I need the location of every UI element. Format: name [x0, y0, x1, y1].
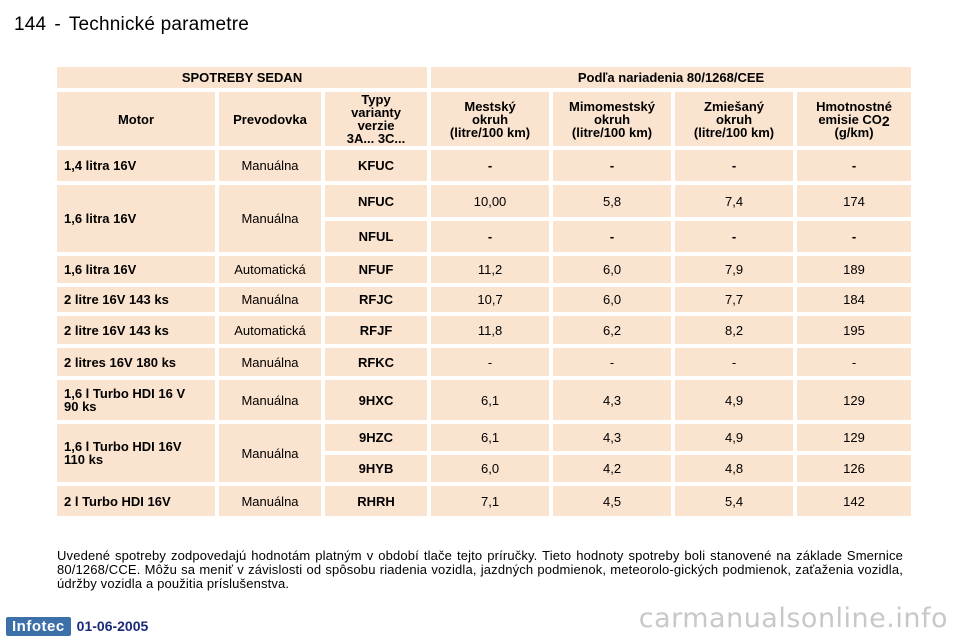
- table-row: [57, 424, 911, 451]
- page-number: 144: [14, 14, 47, 35]
- header-variant-line: varianty: [351, 105, 401, 120]
- cell-motor: 2 litre 16V 143 ks: [57, 287, 215, 312]
- cell-variant: 9HZC: [325, 424, 427, 451]
- group-header-right: Podľa nariadenia 80/1268/CEE: [431, 67, 911, 88]
- watermark: carmanualsonline.info: [638, 603, 948, 634]
- cell-mixed: 7,9: [675, 256, 793, 283]
- cell-extra-urban: 6,0: [553, 256, 671, 283]
- consumption-table: [53, 63, 915, 520]
- header-urban-line: okruh: [471, 111, 509, 127]
- cell-urban: 10,00: [431, 185, 549, 217]
- cell-urban: 11,2: [431, 256, 549, 283]
- cell-urban: 11,8: [431, 316, 549, 344]
- footer: [6, 616, 148, 636]
- cell-urban: -: [431, 348, 549, 376]
- cell-urban: 6,0: [431, 455, 549, 482]
- table-row: [57, 380, 911, 420]
- header-co2-line: Hmotnostné: [816, 98, 892, 114]
- header-variant: [325, 92, 427, 146]
- cell-variant: 9HYB: [325, 455, 427, 482]
- cell-extra-urban: 5,8: [553, 185, 671, 217]
- cell-urban: -: [431, 150, 549, 181]
- cell-mixed: -: [675, 348, 793, 376]
- cell-variant: RFJC: [325, 287, 427, 312]
- cell-gearbox: Manuálna: [219, 486, 321, 516]
- cell-mixed: 4,9: [675, 424, 793, 451]
- header-co2-line: (g/km): [834, 124, 874, 140]
- cell-variant: RFJF: [325, 316, 427, 344]
- consumption-note: Uvedené spotreby zodpovedajú hodnotám platným v období tlače tejto príručky. Tieto hodnoty spotreby boli stanovené na základe Smernice 80/1268/CCE. Môžu sa meniť v závislosti od spôsobu riadenia vozidla, jazdných podmienok, meteorolo-gických podmienok, zaťaženia vozidla, údržby vozidla a použitia príslušenstva.: [57, 548, 903, 591]
- cell-urban: 6,1: [431, 380, 549, 420]
- cell-mixed: 5,4: [675, 486, 793, 516]
- cell-gearbox: Manuálna: [219, 287, 321, 312]
- cell-urban: 7,1: [431, 486, 549, 516]
- page-title-text: Technické parametre: [68, 14, 250, 35]
- cell-co2: 142: [797, 486, 911, 516]
- cell-gearbox: Manuálna: [219, 348, 321, 376]
- group-header-left: SPOTREBY SEDAN: [57, 67, 427, 88]
- cell-motor: 1,6 litra 16V: [57, 256, 215, 283]
- cell-co2: 129: [797, 380, 911, 420]
- cell-motor: 2 litre 16V 143 ks: [57, 316, 215, 344]
- cell-extra-urban: 4,5: [553, 486, 671, 516]
- cell-gearbox: Manuálna: [219, 380, 321, 420]
- cell-mixed: 7,4: [675, 185, 793, 217]
- header-motor: Motor: [57, 92, 215, 146]
- header-mixed-line: okruh: [715, 111, 753, 127]
- cell-motor-line: 90 ks: [64, 399, 97, 414]
- cell-motor: 1,6 litra 16V: [57, 185, 215, 252]
- header-mixed-line: Zmiešaný: [704, 98, 765, 114]
- header-variant-line: 3A... 3C...: [346, 131, 406, 146]
- cell-gearbox: Manuálna: [219, 185, 321, 252]
- page-title: [14, 14, 249, 36]
- cell-gearbox: Automatická: [219, 316, 321, 344]
- cell-co2: 195: [797, 316, 911, 344]
- cell-extra-urban: 4,3: [553, 424, 671, 451]
- header-co2-line: emisie CO: [818, 111, 882, 127]
- cell-extra-urban: 4,3: [553, 380, 671, 420]
- cell-co2: 126: [797, 455, 911, 482]
- header-urban-line: (litre/100 km): [449, 124, 531, 140]
- header-variant-line: verzie: [357, 118, 395, 133]
- cell-variant: RHRH: [325, 486, 427, 516]
- header-urban-line: Mestský: [464, 98, 516, 114]
- cell-extra-urban: 6,2: [553, 316, 671, 344]
- cell-mixed: -: [675, 150, 793, 181]
- table-row: [57, 150, 911, 181]
- cell-gearbox: Automatická: [219, 256, 321, 283]
- header-extra-urban: [553, 92, 671, 146]
- header-gearbox: Prevodovka: [219, 92, 321, 146]
- cell-motor-line: 110 ks: [64, 452, 104, 467]
- table-row: [57, 287, 911, 312]
- header-extra-line: Mimomestský: [569, 98, 656, 114]
- cell-mixed: 7,7: [675, 287, 793, 312]
- header-mixed-line: (litre/100 km): [693, 124, 775, 140]
- cell-extra-urban: 6,0: [553, 287, 671, 312]
- header-extra-line: (litre/100 km): [571, 124, 653, 140]
- cell-co2: 174: [797, 185, 911, 217]
- cell-urban: -: [431, 221, 549, 252]
- header-urban: [431, 92, 549, 146]
- infotec-logo: Infotec: [6, 617, 71, 636]
- cell-extra-urban: -: [553, 348, 671, 376]
- header-mixed: [675, 92, 793, 146]
- cell-co2: 184: [797, 287, 911, 312]
- cell-motor: [57, 380, 215, 420]
- cell-variant: NFUC: [325, 185, 427, 217]
- cell-mixed: 4,9: [675, 380, 793, 420]
- cell-gearbox: Manuálna: [219, 150, 321, 181]
- table-row: [57, 185, 911, 217]
- cell-mixed: 4,8: [675, 455, 793, 482]
- cell-motor: 2 litres 16V 180 ks: [57, 348, 215, 376]
- cell-motor: 2 l Turbo HDI 16V: [57, 486, 215, 516]
- cell-co2: -: [797, 150, 911, 181]
- co2-subscript: 2: [881, 112, 890, 129]
- cell-mixed: -: [675, 221, 793, 252]
- cell-gearbox: Manuálna: [219, 424, 321, 482]
- cell-motor-line: 1,6 l Turbo HDI 16V: [64, 439, 182, 454]
- cell-extra-urban: -: [553, 150, 671, 181]
- table-row: [57, 256, 911, 283]
- cell-variant: KFUC: [325, 150, 427, 181]
- cell-urban: 6,1: [431, 424, 549, 451]
- table-row: [57, 348, 911, 376]
- cell-extra-urban: -: [553, 221, 671, 252]
- table-row: [57, 486, 911, 516]
- cell-variant: NFUL: [325, 221, 427, 252]
- title-separator: -: [54, 14, 61, 35]
- header-co2: [797, 92, 911, 146]
- cell-variant: RFKC: [325, 348, 427, 376]
- cell-motor-line: 1,6 l Turbo HDI 16 V: [64, 386, 186, 401]
- header-extra-line: okruh: [593, 111, 631, 127]
- footer-date: 01-06-2005: [76, 618, 149, 634]
- cell-variant: NFUF: [325, 256, 427, 283]
- cell-extra-urban: 4,2: [553, 455, 671, 482]
- cell-co2: -: [797, 348, 911, 376]
- cell-co2: 189: [797, 256, 911, 283]
- cell-co2: 129: [797, 424, 911, 451]
- cell-mixed: 8,2: [675, 316, 793, 344]
- cell-motor: 1,4 litra 16V: [57, 150, 215, 181]
- cell-urban: 10,7: [431, 287, 549, 312]
- cell-co2: -: [797, 221, 911, 252]
- cell-variant: 9HXC: [325, 380, 427, 420]
- table-row: [57, 316, 911, 344]
- cell-motor: [57, 424, 215, 482]
- header-variant-line: Typy: [361, 92, 391, 107]
